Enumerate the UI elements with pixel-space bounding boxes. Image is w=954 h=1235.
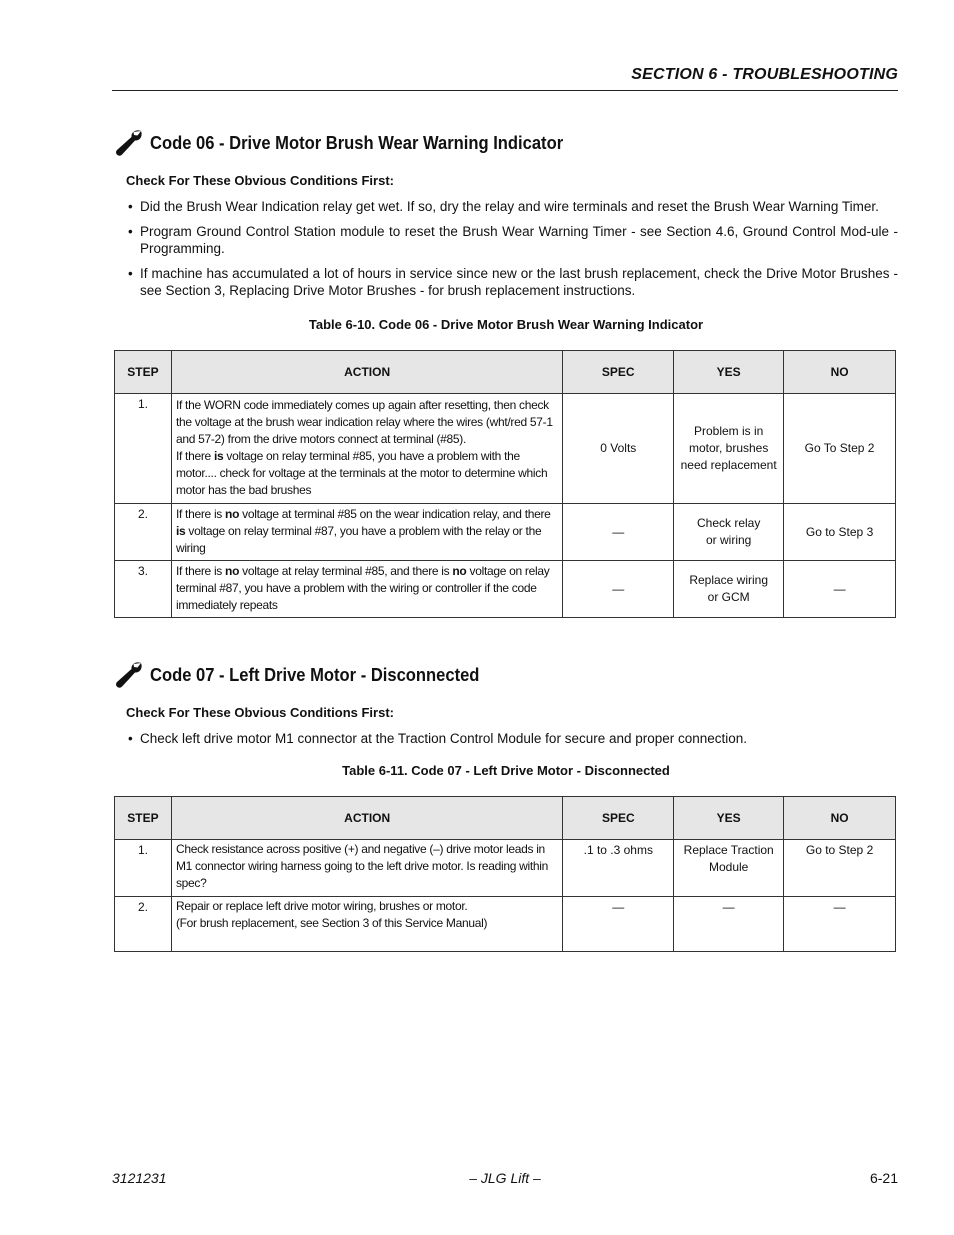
section-title: SECTION 6 - TROUBLESHOOTING (631, 66, 898, 83)
action-text: voltage on relay terminal #85, you have a problem with the motor.... check for voltage at the terminals at the motor to determine which motor has the bad brushes (175, 448, 548, 497)
list-item: • Did the Brush Wear Indication relay get wet. If so, dry the relay and wire terminals and reset the Brush Wear Warning Timer. (128, 198, 898, 215)
code-07-section (114, 659, 898, 952)
spec-cell: 0 Volts (563, 394, 674, 504)
yes-text: Check relay (696, 516, 761, 530)
no-cell: Go to Step 2 (784, 840, 896, 897)
wrench-icon (114, 129, 144, 157)
list-item: • If machine has accumulated a lot of hours in service since new or the last brush replacement, check the Drive Motor Brushes - see Section 3, Replacing Drive Motor Brushes - for brush replacement instructions. (128, 265, 898, 299)
yes-text: Replace Traction (683, 843, 774, 857)
yes-cell: Problem is in motor, brushes need replacement (674, 394, 784, 504)
column-header-spec: SPEC (563, 797, 674, 840)
list-item: • Program Ground Control Station module to reset the Brush Wear Warning Timer - see Section 4.6, Ground Control Mod-ule - Programming. (128, 223, 898, 257)
action-text: voltage on relay terminal #87, you have a problem with the wiring or controller if the code immediately repeats (175, 563, 550, 612)
column-header-spec: SPEC (563, 351, 674, 394)
spec-cell: — (563, 504, 674, 561)
yes-cell (674, 504, 784, 561)
action-text: If there (175, 448, 214, 463)
table-row (115, 394, 896, 504)
column-header-yes: YES (674, 797, 784, 840)
table-header-row (115, 797, 896, 840)
no-cell: — (784, 561, 896, 618)
table-row (115, 561, 896, 618)
table-row (115, 897, 896, 952)
yes-text: or wiring (705, 533, 752, 547)
action-cell (171, 561, 562, 618)
action-text: Repair or replace left drive motor wiring, brushes or motor. (175, 899, 468, 913)
yes-cell (674, 561, 784, 618)
table-row (115, 504, 896, 561)
yes-cell (674, 840, 784, 897)
no-cell: Go To Step 2 (784, 394, 896, 504)
action-bold: no (225, 563, 240, 578)
action-text: voltage at relay terminal #85, and there is (239, 563, 453, 578)
step-cell: 2. (115, 504, 172, 561)
list-item: • Check left drive motor M1 connector at the Traction Control Module for secure and proper connection. (128, 730, 898, 747)
table-header-row (115, 351, 896, 394)
action-cell (171, 504, 562, 561)
code-06-section (114, 127, 898, 618)
step-cell: 2. (115, 897, 172, 952)
action-text: voltage at terminal #85 on the wear indication relay, and there (239, 506, 551, 521)
action-bold: is (175, 523, 186, 538)
action-cell (171, 394, 562, 504)
column-header-no: NO (784, 351, 896, 394)
footer-brand: – JLG Lift – (469, 1170, 541, 1186)
step-cell: 3. (115, 561, 172, 618)
code-07-heading-row (114, 659, 898, 691)
column-header-step: STEP (115, 797, 172, 840)
code-07-title: Code 07 - Left Drive Motor - Disconnected (150, 664, 480, 685)
yes-text: or GCM (707, 590, 750, 604)
column-header-action: ACTION (171, 351, 562, 394)
spec-cell: — (563, 897, 674, 952)
column-header-action: ACTION (171, 797, 562, 840)
table-6-10 (114, 350, 896, 618)
code-06-bullet-list (114, 198, 898, 299)
document-number: 3121231 (112, 1170, 167, 1186)
action-bold: no (225, 506, 240, 521)
code-07-check-title: Check For These Obvious Conditions First: (126, 705, 394, 720)
table-6-10-title: Table 6-10. Code 06 - Drive Motor Brush Wear Warning Indicator (308, 317, 704, 332)
column-header-no: NO (784, 797, 896, 840)
yes-cell: — (674, 897, 784, 952)
action-text: If the WORN code immediately comes up again after resetting, then check the voltage at the brush wear indication relay where the wires (wht/red 57-1 and 57-2) from the drive motors connect at terminal (#85). (175, 397, 553, 446)
column-header-step: STEP (115, 351, 172, 394)
yes-text: Module (709, 860, 749, 874)
action-cell (171, 897, 562, 952)
spec-cell: — (563, 561, 674, 618)
yes-text: Replace wiring (689, 573, 769, 587)
action-bold: is (213, 448, 224, 463)
step-cell: 1. (115, 394, 172, 504)
code-06-title: Code 06 - Drive Motor Brush Wear Warning Indicator (150, 132, 564, 153)
column-header-yes: YES (674, 351, 784, 394)
code-06-heading-row (114, 127, 898, 159)
code-06-check-title: Check For These Obvious Conditions First: (126, 173, 394, 188)
action-text: If there is (175, 563, 226, 578)
no-cell: — (784, 897, 896, 952)
table-6-11-title: Table 6-11. Code 07 - Left Drive Motor - Disconnected (342, 763, 670, 778)
page-number: 6-21 (869, 1170, 898, 1186)
action-text: voltage on relay terminal #87, you have a problem with the relay or the wiring (175, 523, 542, 555)
page-header (112, 60, 898, 91)
wrench-icon (114, 661, 144, 689)
step-cell: 1. (115, 840, 172, 897)
action-text: If there is (175, 506, 226, 521)
spec-cell: .1 to .3 ohms (563, 840, 674, 897)
action-text: (For brush replacement, see Section 3 of this Service Manual) (175, 916, 488, 930)
table-6-11 (114, 796, 896, 952)
code-07-bullet-list (114, 730, 898, 747)
no-cell: Go to Step 3 (784, 504, 896, 561)
action-bold: no (452, 563, 467, 578)
table-row (115, 840, 896, 897)
action-cell: Check resistance across positive (+) and negative (–) drive motor leads in M1 connector wiring harness going to the left drive motor. Is reading within spec? (171, 840, 562, 897)
